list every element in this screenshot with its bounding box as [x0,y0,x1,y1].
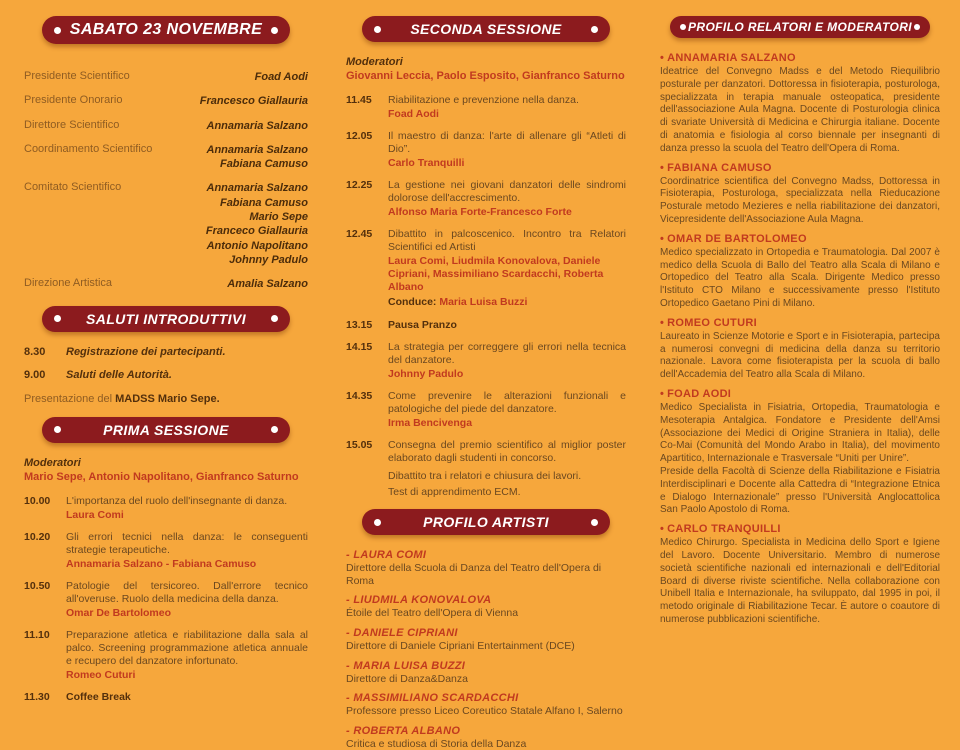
schedule-time: 12.25 [346,178,373,191]
committee-roles-list [24,70,308,292]
bullet-marker: • [660,232,665,245]
schedule-title: Coffee Break [66,690,131,703]
schedule-time: 11.30 [24,690,50,703]
schedule-item [24,346,308,360]
bullet-dot-icon [374,519,381,526]
section-title-saluti: SALUTI INTRODUTTIVI [85,310,247,327]
section-title-seconda-sessione: SECONDA SESSIONE [410,21,562,37]
bullet-marker: • [660,52,665,64]
artist-name-text: LAURA COMI [353,549,427,562]
relator-name [660,233,940,245]
relator-name [660,523,940,535]
committee-role-row [24,94,308,108]
moderators-label: Moderatori [346,56,403,68]
role-label: Presidente Onorario [24,94,123,107]
relator-name [660,388,940,400]
moderators-label: Moderatori [24,456,81,469]
schedule-title: Patologie del tersicoreo. Dall'errore tecnico all'overuse. Ruolo della medicina della danza. [66,579,308,605]
relator-name-text: FABIANA CAMUSO [667,161,772,174]
schedule-title: Preparazione atletica e riabilitazione dalla sala al palco. Screening programmazione atletica annuale e recupero del danzatore infortunato. [66,628,308,667]
committee-role-row [24,181,308,267]
schedule-title: Consegna del premio scientifico al miglior poster elaborato dagli studenti in concorso. [388,438,626,464]
schedule-body [388,130,626,170]
schedule-title: L'importanza del ruolo dell'insegnante di danza. [66,494,288,507]
role-names: Annamaria Salzano [206,119,308,132]
relator-name-text: OMAR DE BARTOLOMEO [667,232,807,245]
role-names: Annamaria Salzano Fabiana Camuso [206,143,308,171]
relator-profile [660,388,940,517]
bullet-marker: • [660,316,665,329]
schedule-time: 10.20 [24,530,51,543]
relator-bio: Medico Specialista in Fisiatria, Ortopedia, Traumatologia e Mesoterapia Antalgica. Fondatore e Presidente dell'Amsi (Associazione dei Medici di Origine Straniera in Italia), delle Co-Mai (Comunità del Mondo Arabo in Italia), del movimento Apartitico, Internazionale e Trasversale “Uniti per Unire”. Preside della Facoltà di Scienze della Riabilitazione e Fisiatria Interdisciplinari e Docente alla Cattedra di “Integrazione Etnica e Dialogo Internazionale” presso l'Università Anglocattolica San Paolo Apostolo di Roma. [660,401,940,516]
schedule-item [24,691,308,704]
schedule-item [346,341,626,381]
schedule-item [346,439,626,501]
relator-profiles-list [660,52,940,627]
schedule-time: 8.30 [24,345,46,358]
schedule-body [388,94,626,121]
bullet-dot-icon [54,426,61,433]
artist-name-text: ROBERTA ALBANO [353,724,461,737]
relator-profile [660,233,940,311]
column-right [640,0,960,672]
schedule-time: 14.35 [346,389,373,402]
schedule-body [66,629,308,682]
section-title-profilo-relatori: PROFILO RELATORI E MODERATORI [687,20,913,34]
artist-name [346,692,626,704]
schedule-time: 11.10 [24,628,50,641]
artist-name-text: MARIA LUISA BUZZI [353,659,466,672]
artist-name [346,594,626,606]
artist-role: Direttore di Daniele Cipriani Entertainment (DCE) [346,640,575,653]
bullet-marker: • [660,523,665,536]
schedule-extra-lines: Dibattito tra i relatori e chiusura dei lavori. Test di apprendimento ECM. [388,469,582,498]
relator-profile [660,162,940,227]
schedule-time: 13.15 [346,318,373,331]
schedule-time: 11.45 [346,93,372,106]
artist-entry [346,660,626,686]
moderators-names: Mario Sepe, Antonio Napolitano, Gianfranco Saturno [24,470,299,483]
moderators-block [346,56,626,84]
schedule-time: 10.00 [24,494,51,507]
schedule-title: Registrazione dei partecipanti. [66,345,226,358]
moderators-block [24,457,308,485]
schedule-title: Riabilitazione e prevenzione nella danza. [388,93,579,106]
artist-entry [346,627,626,653]
schedule-item [24,369,308,383]
bullet-dot-icon [54,315,61,322]
schedule-title: Pausa Pranzo [388,318,457,331]
committee-role-row [24,143,308,172]
section-pill-prima-sessione [42,417,290,443]
artist-name [346,725,626,737]
schedule-title: Come prevenire le alterazioni funzionali e patologiche del piede del danzatore. [388,389,626,415]
schedule-body [66,346,308,360]
schedule-item [24,629,308,682]
section-pill-profilo-relatori [670,16,930,38]
relator-bio: Laureato in Scienze Motorie e Sport e in Fisioterapia, partecipa a numerosi convegni di medicina della danza su territorio nazionale. Lavora come fisioterapista per la scuola di ballo dell'Accademia del Teatro alla Scala di Milano. [660,330,940,381]
artist-role: Direttore di Danza&Danza [346,672,468,685]
artist-entry [346,594,626,620]
schedule-title: Gli errori tecnici nella danza: le conseguenti strategie terapeutiche. [66,530,308,556]
artist-name-text: DANIELE CIPRIANI [353,627,458,640]
schedule-title: Il maestro di danza: l'arte di allenare gli “Atleti di Dio”. [388,129,626,155]
bullet-dot-icon [914,24,920,30]
committee-role-row [24,70,308,84]
section-pill-profilo-artisti [362,509,610,535]
role-label: Coordinamento Scientifico [24,142,153,155]
artist-entry [346,692,626,718]
bullet-dot-icon [374,26,381,33]
schedule-body [66,531,308,571]
day-header-pill [42,16,290,44]
schedule-item [24,495,308,522]
relator-profile [660,317,940,382]
schedule-title: Dibattito in palcoscenico. Incontro tra Relatori Scientifici ed Artisti [388,227,626,253]
bullet-dot-icon [591,519,598,526]
presentation-note-bold: MADSS Mario Sepe. [115,392,220,405]
schedule-time: 10.50 [24,579,51,592]
schedule-speaker: Foad Aodi [388,107,439,120]
schedule-item [346,228,626,310]
schedule-body [66,369,308,383]
schedule-speaker: Omar De Bartolomeo [66,606,172,619]
schedule-conduce-line [388,296,626,310]
dash-marker: - [346,594,350,607]
schedule-item [346,94,626,121]
schedule-body [388,341,626,381]
artist-role: Étoile del Teatro dell'Opera di Vienna [346,607,519,620]
relator-name [660,162,940,174]
role-names: Annamaria Salzano Fabiana Camuso Mario Sepe Franceco Giallauria Antonio Napolitano Johnny Padulo [205,182,308,266]
section-title-prima-sessione: PRIMA SESSIONE [103,421,229,438]
presentation-note [24,393,308,405]
schedule-body [388,228,626,310]
artist-name [346,660,626,672]
artist-entry [346,549,626,587]
artist-name-text: LIUDMILA KONOVALOVA [353,594,492,607]
bullet-dot-icon [54,27,61,34]
role-label: Presidente Scientifico [24,70,130,82]
role-label: Direttore Scientifico [24,118,120,131]
artist-role: Professore presso Liceo Coreutico Statale Alfano I, Salerno [346,705,623,718]
schedule-item [346,390,626,430]
day-header-title: SABATO 23 NOVEMBRE [69,21,263,38]
artist-role: Direttore della Scuola di Danza del Teatro dell'Opera di Roma [346,562,602,587]
dash-marker: - [346,724,350,737]
relator-bio: Ideatrice del Convegno Madss e del Metodo Riequilibrio posturale per danzatori. Dottoressa in fisioterapia, posturologa, specializzata in terapia manuale osteopatica, presidente dell'associazione Aula Magna. Docente di Posturologia clinica di svariate Università di Medicina e Chirurgia italiane. Docente di anatomia e fisiologia al corso biennale per insegnanti di danza presso la scuola del Teatro dell'Opera di Roma. [660,66,940,154]
relator-name-text: FOAD AODI [667,387,732,400]
saluti-schedule [24,346,308,383]
schedule-time: 15.05 [346,438,373,451]
artists-list [346,549,626,750]
role-names: Francesco Giallauria [199,95,308,108]
schedule-item [346,130,626,170]
conduce-label: Conduce: [388,295,437,308]
schedule-body [66,495,308,522]
relator-bio: Medico Chirurgo. Specialista in Medicina dello Sport e Igiene del Lavoro. Docente Universitario. Membro di numerose società scientifiche nazionali ed internazionali e dell'Editorial Board di diverse riviste scientifiche. Nella collaborazione con Unibell Italia e Internazionale, ha sviluppato, dal 1995 in poi, il metodo originale di Riabilitazione Tecar. È autore o coautore di numerose pubblicazioni scientifiche. [660,537,940,625]
schedule-speaker: Irma Bencivenga [388,416,473,429]
conduce-name: Maria Luisa Buzzi [439,295,528,308]
bullet-marker: • [660,387,665,400]
moderators-names: Giovanni Leccia, Paolo Esposito, Gianfranco Saturno [346,70,625,82]
presentation-note-prefix: Presentazione del [24,392,116,405]
schedule-speaker: Johnny Padulo [388,367,464,380]
bullet-dot-icon [271,27,278,34]
schedule-body [388,390,626,430]
bullet-dot-icon [271,315,278,322]
schedule-title: La strategia per correggere gli errori nella tecnica del danzatore. [388,340,626,366]
schedule-item [346,319,626,332]
committee-role-row [24,119,308,133]
schedule-speaker: Annamaria Salzano - Fabiana Camuso [66,557,257,570]
bullet-dot-icon [591,26,598,33]
relator-bio: Medico specializzato in Ortopedia e Traumatologia. Dal 2007 è medico della Scuola di Ballo del Teatro alla Scala di Milano e Ortopedico del Teatro alla Scala. Dirigente Medico presso l'Istituto CTO Milano e successivamente presso l'Istituto Ortopedico Gaetano Pini di Milano. [660,246,940,309]
artist-name-text: MASSIMILIANO SCARDACCHI [353,692,519,705]
dash-marker: - [346,549,350,562]
schedule-item [346,179,626,219]
seconda-sessione-schedule [346,94,626,501]
section-pill-saluti [42,306,290,332]
schedule-speaker: Laura Comi, Liudmila Konovalova, Daniele Cipriani, Massimiliano Scardacchi, Roberta Albano [388,254,604,293]
role-names: Foad Aodi [254,71,308,83]
role-names: Amalia Salzano [227,278,308,291]
schedule-time: 14.15 [346,340,373,353]
schedule-title: Saluti delle Autorità. [66,369,172,382]
schedule-body [66,691,308,704]
schedule-time: 12.45 [346,227,373,240]
relator-bio: Coordinatrice scientifica del Convegno Madss, Dottoressa in Fisioterapia, Posturologa, specializzata nella Rieducazione Posturale metodo Mezieres e nella riabilitazione dei danzatori, Vicepresidente dell'Associazione Aula Magna. [660,175,940,225]
schedule-body [66,580,308,620]
relator-name-text: ANNAMARIA SALZANO [667,52,796,64]
dash-marker: - [346,627,350,640]
prima-sessione-schedule [24,495,308,704]
schedule-speaker: Laura Comi [66,508,124,521]
column-left [0,0,320,703]
bullet-dot-icon [271,426,278,433]
schedule-item [24,580,308,620]
schedule-item [24,531,308,571]
schedule-time: 9.00 [24,369,46,382]
schedule-title: La gestione nei giovani danzatori delle sindromi dolorose dell'accrescimento. [388,178,626,204]
role-label: Direzione Artistica [24,277,113,290]
relator-profile [660,523,940,627]
dash-marker: - [346,692,350,705]
schedule-body [388,319,626,332]
relator-name-text: CARLO TRANQUILLI [667,523,781,536]
schedule-time: 12.05 [346,129,373,142]
relator-name [660,317,940,329]
artist-name [346,627,626,639]
section-title-profilo-artisti: PROFILO ARTISTI [423,514,549,531]
artist-role: Critica e studiosa di Storia della Danza [346,737,527,750]
role-label: Comitato Scientifico [24,181,122,194]
column-middle [320,0,640,750]
relator-name-text: ROMEO CUTURI [667,316,757,329]
bullet-marker: • [660,161,665,174]
relator-profile [660,52,940,156]
committee-role-row [24,277,308,291]
dash-marker: - [346,659,350,672]
artist-entry [346,725,626,750]
schedule-speaker: Romeo Cuturi [66,668,136,681]
schedule-body [388,439,626,501]
schedule-speaker: Alfonso Maria Forte-Francesco Forte [388,205,572,218]
relator-name [660,52,940,64]
schedule-body [388,179,626,219]
section-pill-seconda-sessione [362,16,610,42]
schedule-speaker: Carlo Tranquilli [388,156,465,169]
artist-name [346,549,626,561]
